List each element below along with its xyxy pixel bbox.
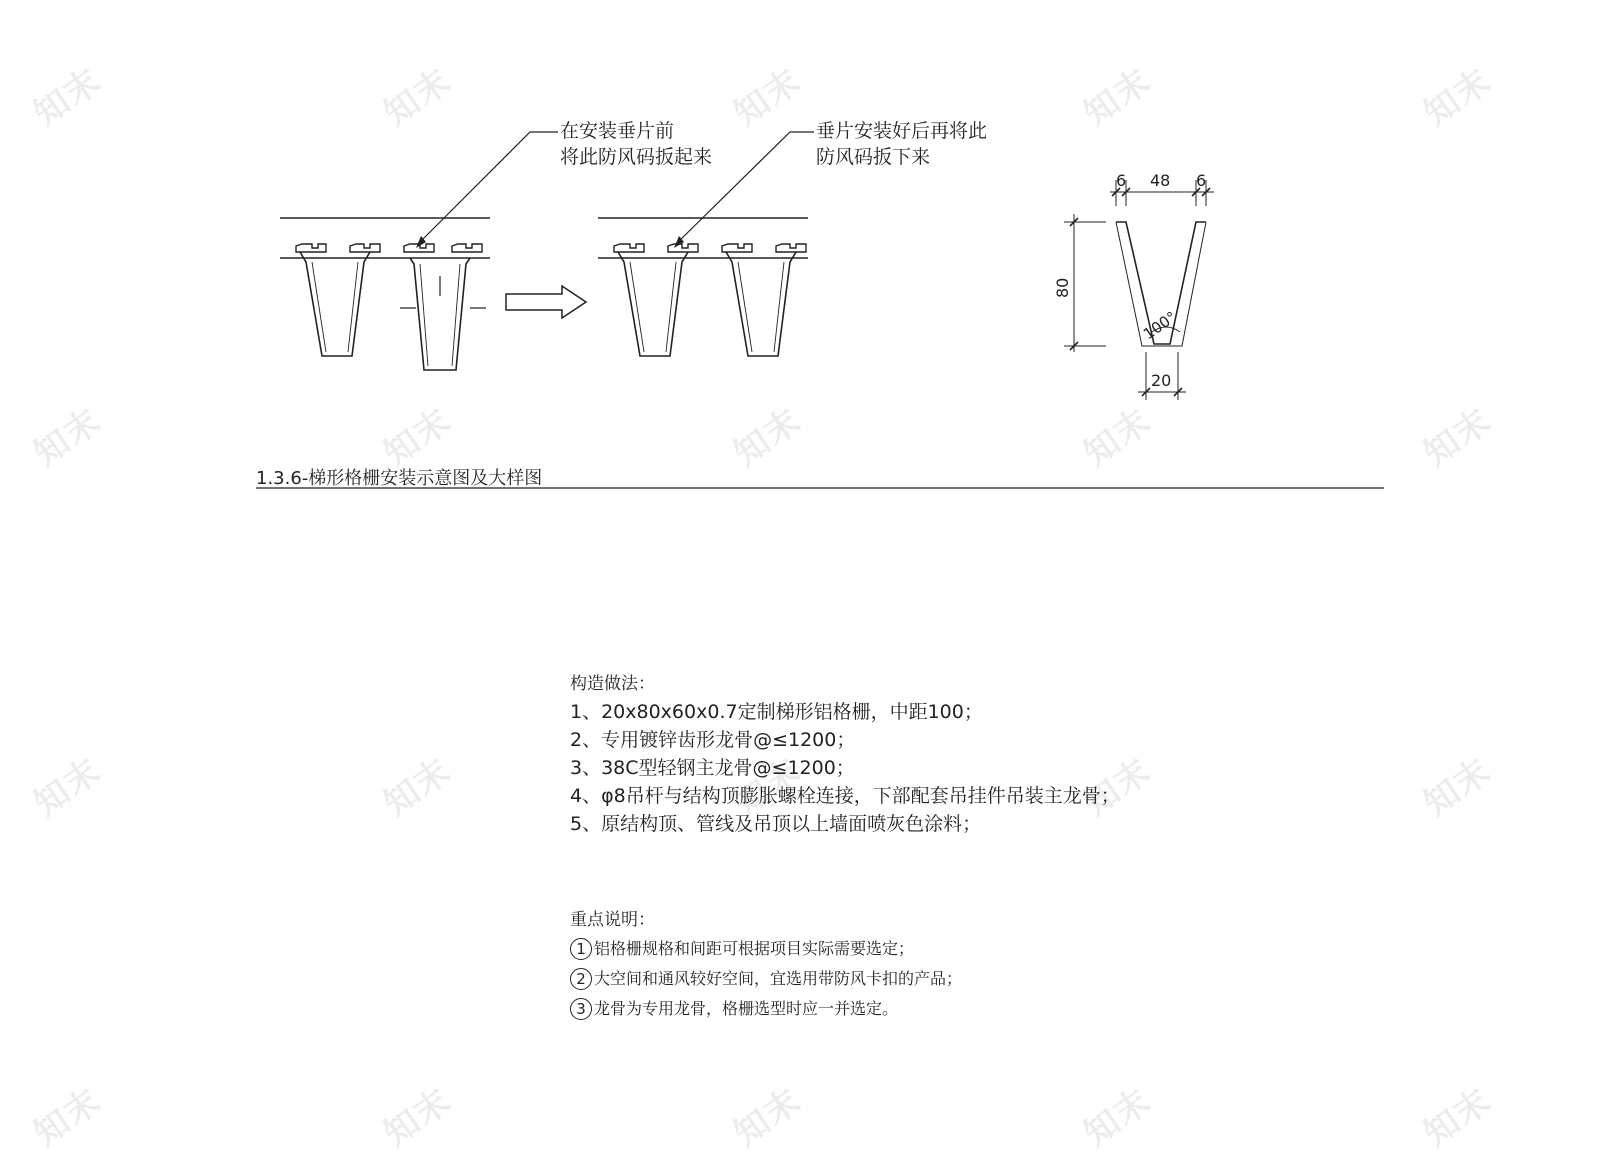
profile-detail <box>1053 171 1214 400</box>
callout-right-line: 垂片安装好后再将此 <box>816 120 988 142</box>
construction-item: 1、20x80x60x0.7定制梯形铝格栅，中距100； <box>570 701 983 723</box>
construction-item: 3、38C型轻钢主龙骨@≤1200； <box>570 757 855 779</box>
watermark: 知末 <box>727 60 809 135</box>
note-item <box>570 964 962 994</box>
note-text: 大空间和通风较好空间，宜选用带防风卡扣的产品； <box>594 969 963 988</box>
note-item <box>570 994 962 1024</box>
watermark: 知末 <box>377 60 459 135</box>
notes-heading: 重点说明： <box>570 910 655 930</box>
construction-item: 2、专用镀锌齿形龙骨@≤1200； <box>570 729 856 751</box>
note-item <box>570 934 962 964</box>
circled-number-icon: 2 <box>570 968 592 990</box>
watermark: 知末 <box>377 400 459 475</box>
watermark: 知末 <box>727 750 809 825</box>
watermark: 知末 <box>27 60 109 135</box>
note-text: 铝格栅规格和间距可根据项目实际需要选定； <box>594 939 915 958</box>
watermark: 知末 <box>727 1080 809 1155</box>
watermark: 知末 <box>1417 750 1499 825</box>
watermark: 知末 <box>727 400 809 475</box>
callout-right-line: 防风码扳下来 <box>816 146 931 168</box>
watermark: 知末 <box>1077 400 1159 475</box>
grille-blade <box>296 244 380 356</box>
watermark: 知末 <box>377 1080 459 1155</box>
watermark: 知末 <box>1417 1080 1499 1155</box>
construction-notes <box>570 670 1120 838</box>
grille-blade <box>614 244 698 356</box>
dim-top-right: 6 <box>1196 171 1207 190</box>
circled-number-icon: 3 <box>570 998 592 1020</box>
circled-number-icon: 1 <box>570 938 592 960</box>
callout-left-line: 在安装垂片前 <box>560 120 675 142</box>
left-assembly <box>280 132 558 370</box>
watermark: 知末 <box>1417 60 1499 135</box>
watermark: 知末 <box>1417 400 1499 475</box>
callout-right <box>816 118 987 170</box>
watermark: 知末 <box>27 400 109 475</box>
transition-arrow <box>506 286 586 318</box>
callout-left <box>560 118 712 170</box>
dim-top-left: 6 <box>1116 171 1127 190</box>
dim-height: 80 <box>1053 277 1072 298</box>
dim-bottom: 20 <box>1151 371 1172 390</box>
watermark: 知末 <box>27 1080 109 1155</box>
watermark: 知末 <box>377 750 459 825</box>
note-text: 龙骨为专用龙骨，格栅选型时应一并选定。 <box>594 999 899 1018</box>
grille-blade <box>722 244 806 356</box>
drawing-caption: 1.3.6-梯形格栅安装示意图及大样图 <box>256 468 543 489</box>
leader-line-left <box>418 132 558 244</box>
callout-left-line: 将此防风码扳起来 <box>560 146 713 168</box>
watermark: 知末 <box>1077 60 1159 135</box>
key-notes <box>570 906 962 1024</box>
watermark: 知末 <box>1077 1080 1159 1155</box>
dim-angle: 100° <box>1139 307 1180 344</box>
watermark: 知末 <box>27 750 109 825</box>
grille-blade-lifted <box>400 244 486 370</box>
construction-item: 4、φ8吊杆与结构顶膨胀螺栓连接，下部配套吊挂件吊装主龙骨； <box>570 785 1120 807</box>
construction-item: 5、原结构顶、管线及吊顶以上墙面喷灰色涂料； <box>570 813 982 835</box>
dim-top-mid: 48 <box>1150 171 1171 190</box>
watermark: 知末 <box>1077 750 1159 825</box>
construction-heading: 构造做法： <box>570 674 655 694</box>
